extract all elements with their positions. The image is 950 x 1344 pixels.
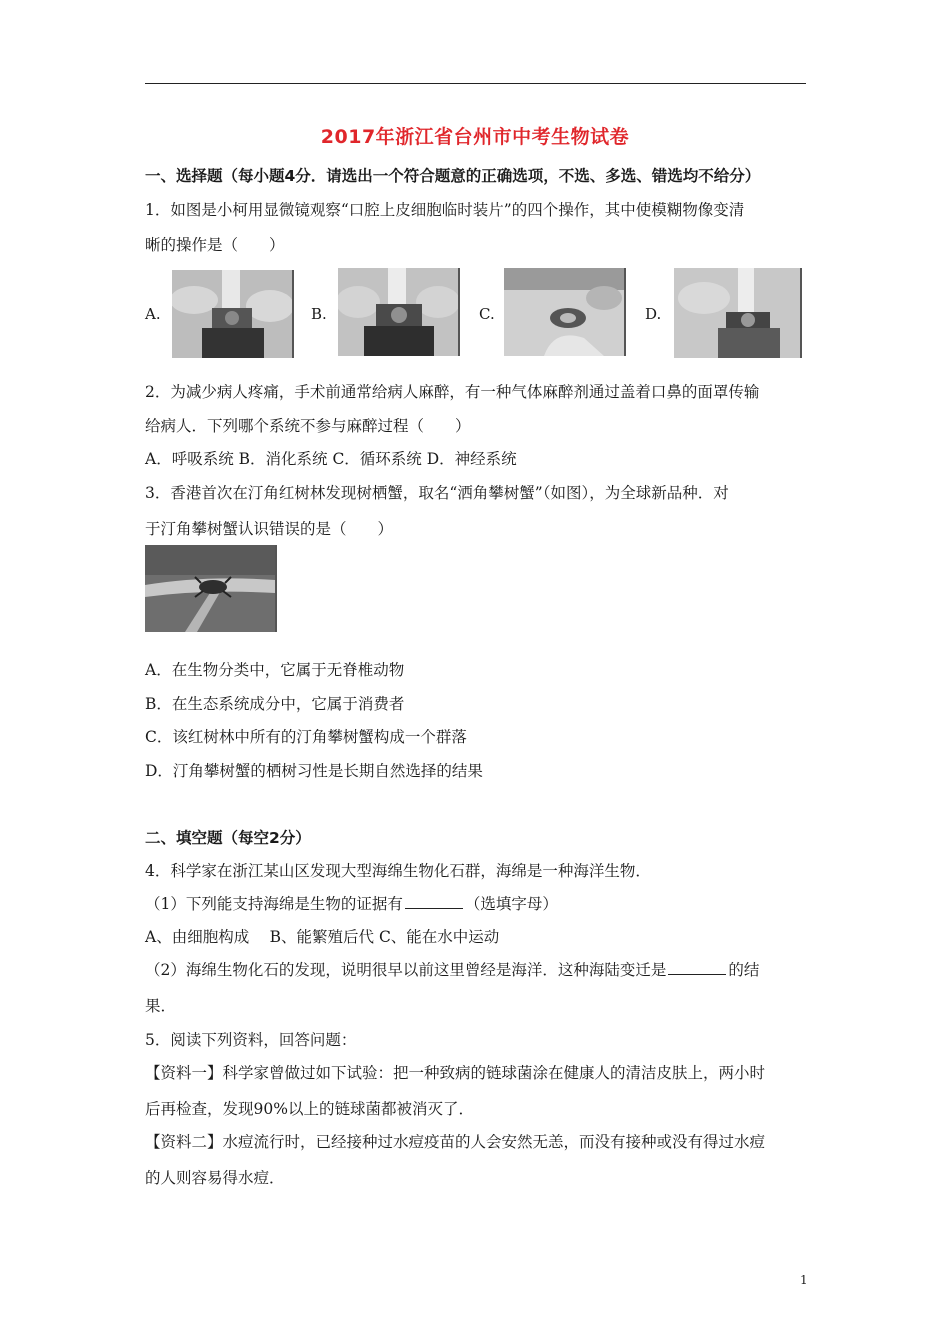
q2-line1: 2．为减少病人疼痛，手术前通常给病人麻醉，有一种气体麻醉剂通过盖着口鼻的面罩传输 [145,383,760,401]
q4-sub1-blank[interactable] [405,894,463,909]
q1-option-a-label: A. [145,305,161,323]
q5-material1-line2: 后再检查，发现90%以上的链球菌都被消灭了． [145,1100,474,1118]
q4-sub2-text: （2）海绵生物化石的发现，说明很早以前这里曾经是海洋．这种海陆变迁是 [145,961,667,979]
q5-material2-line1: 【资料二】水痘流行时，已经接种过水痘疫苗的人会安然无恙，而没有接种或没有得过水痘 [145,1133,766,1151]
microscope-photo-d [674,268,802,358]
page-number: 1 [800,1273,808,1287]
q4-sub2-tail: 的结 [728,961,760,979]
q1-option-d-label: D. [645,305,662,323]
q3-line1: 3．香港首次在汀角红树林发现树栖蟹，取名“洒角攀树蟹”（如图），为全球新品种．对 [145,484,729,502]
q3-line2: 于汀角攀树蟹认识错误的是（ ） [145,520,394,538]
q4-sub2 [145,958,759,980]
header-rule [145,83,806,84]
q4-line1: 4．科学家在浙江某山区发现大型海绵生物化石群，海绵是一种海洋生物． [145,862,651,880]
section2-header: 二、填空题（每空2分） [145,829,311,847]
q1-line1: 1．如图是小柯用显微镜观察“口腔上皮细胞临时装片”的四个操作，其中使模糊物像变清 [145,201,745,219]
q4-sub2-blank[interactable] [668,960,726,975]
q1-option-b-label: B. [311,305,327,323]
q2-options: A．呼吸系统 B．消化系统 C．循环系统 D．神经系统 [145,450,517,468]
microscope-photo-a [172,270,294,358]
q5-material1-line1: 【资料一】科学家曾做过如下试验：把一种致病的链球菌涂在健康人的清洁皮肤上，两小时 [145,1064,766,1082]
q5-line1: 5．阅读下列资料，回答问题： [145,1031,357,1049]
microscope-photo-b [338,268,460,356]
q3-option-a: A．在生物分类中，它属于无脊椎动物 [145,661,405,679]
q1-line2: 晰的操作是（ ） [145,236,285,254]
q4-sub2-cont: 果． [145,997,177,1015]
q2-line2: 给病人．下列哪个系统不参与麻醉过程（ ） [145,417,471,435]
section1-header: 一、选择题（每小题4分．请选出一个符合题意的正确选项，不选、多选、错选均不给分） [145,167,761,185]
microscope-photo-c [504,268,626,356]
q4-sub1 [145,892,558,914]
crab-photo [145,545,277,632]
q3-option-c: C．该红树林中所有的汀角攀树蟹构成一个群落 [145,728,467,746]
q3-option-b: B．在生态系统成分中，它属于消费者 [145,695,405,713]
q4-sub1-options: A、由细胞构成 B、能繁殖后代 C、能在水中运动 [145,928,500,946]
q1-option-c-label: C. [479,305,495,323]
q4-sub1-hint: （选填字母） [464,895,558,913]
q5-material2-line2: 的人则容易得水痘． [145,1169,285,1187]
q3-option-d: D．汀角攀树蟹的栖树习性是长期自然选择的结果 [145,762,483,780]
q4-sub1-text: （1）下列能支持海绵是生物的证据有 [145,895,403,913]
exam-title: 2017年浙江省台州市中考生物试卷 [320,126,630,148]
